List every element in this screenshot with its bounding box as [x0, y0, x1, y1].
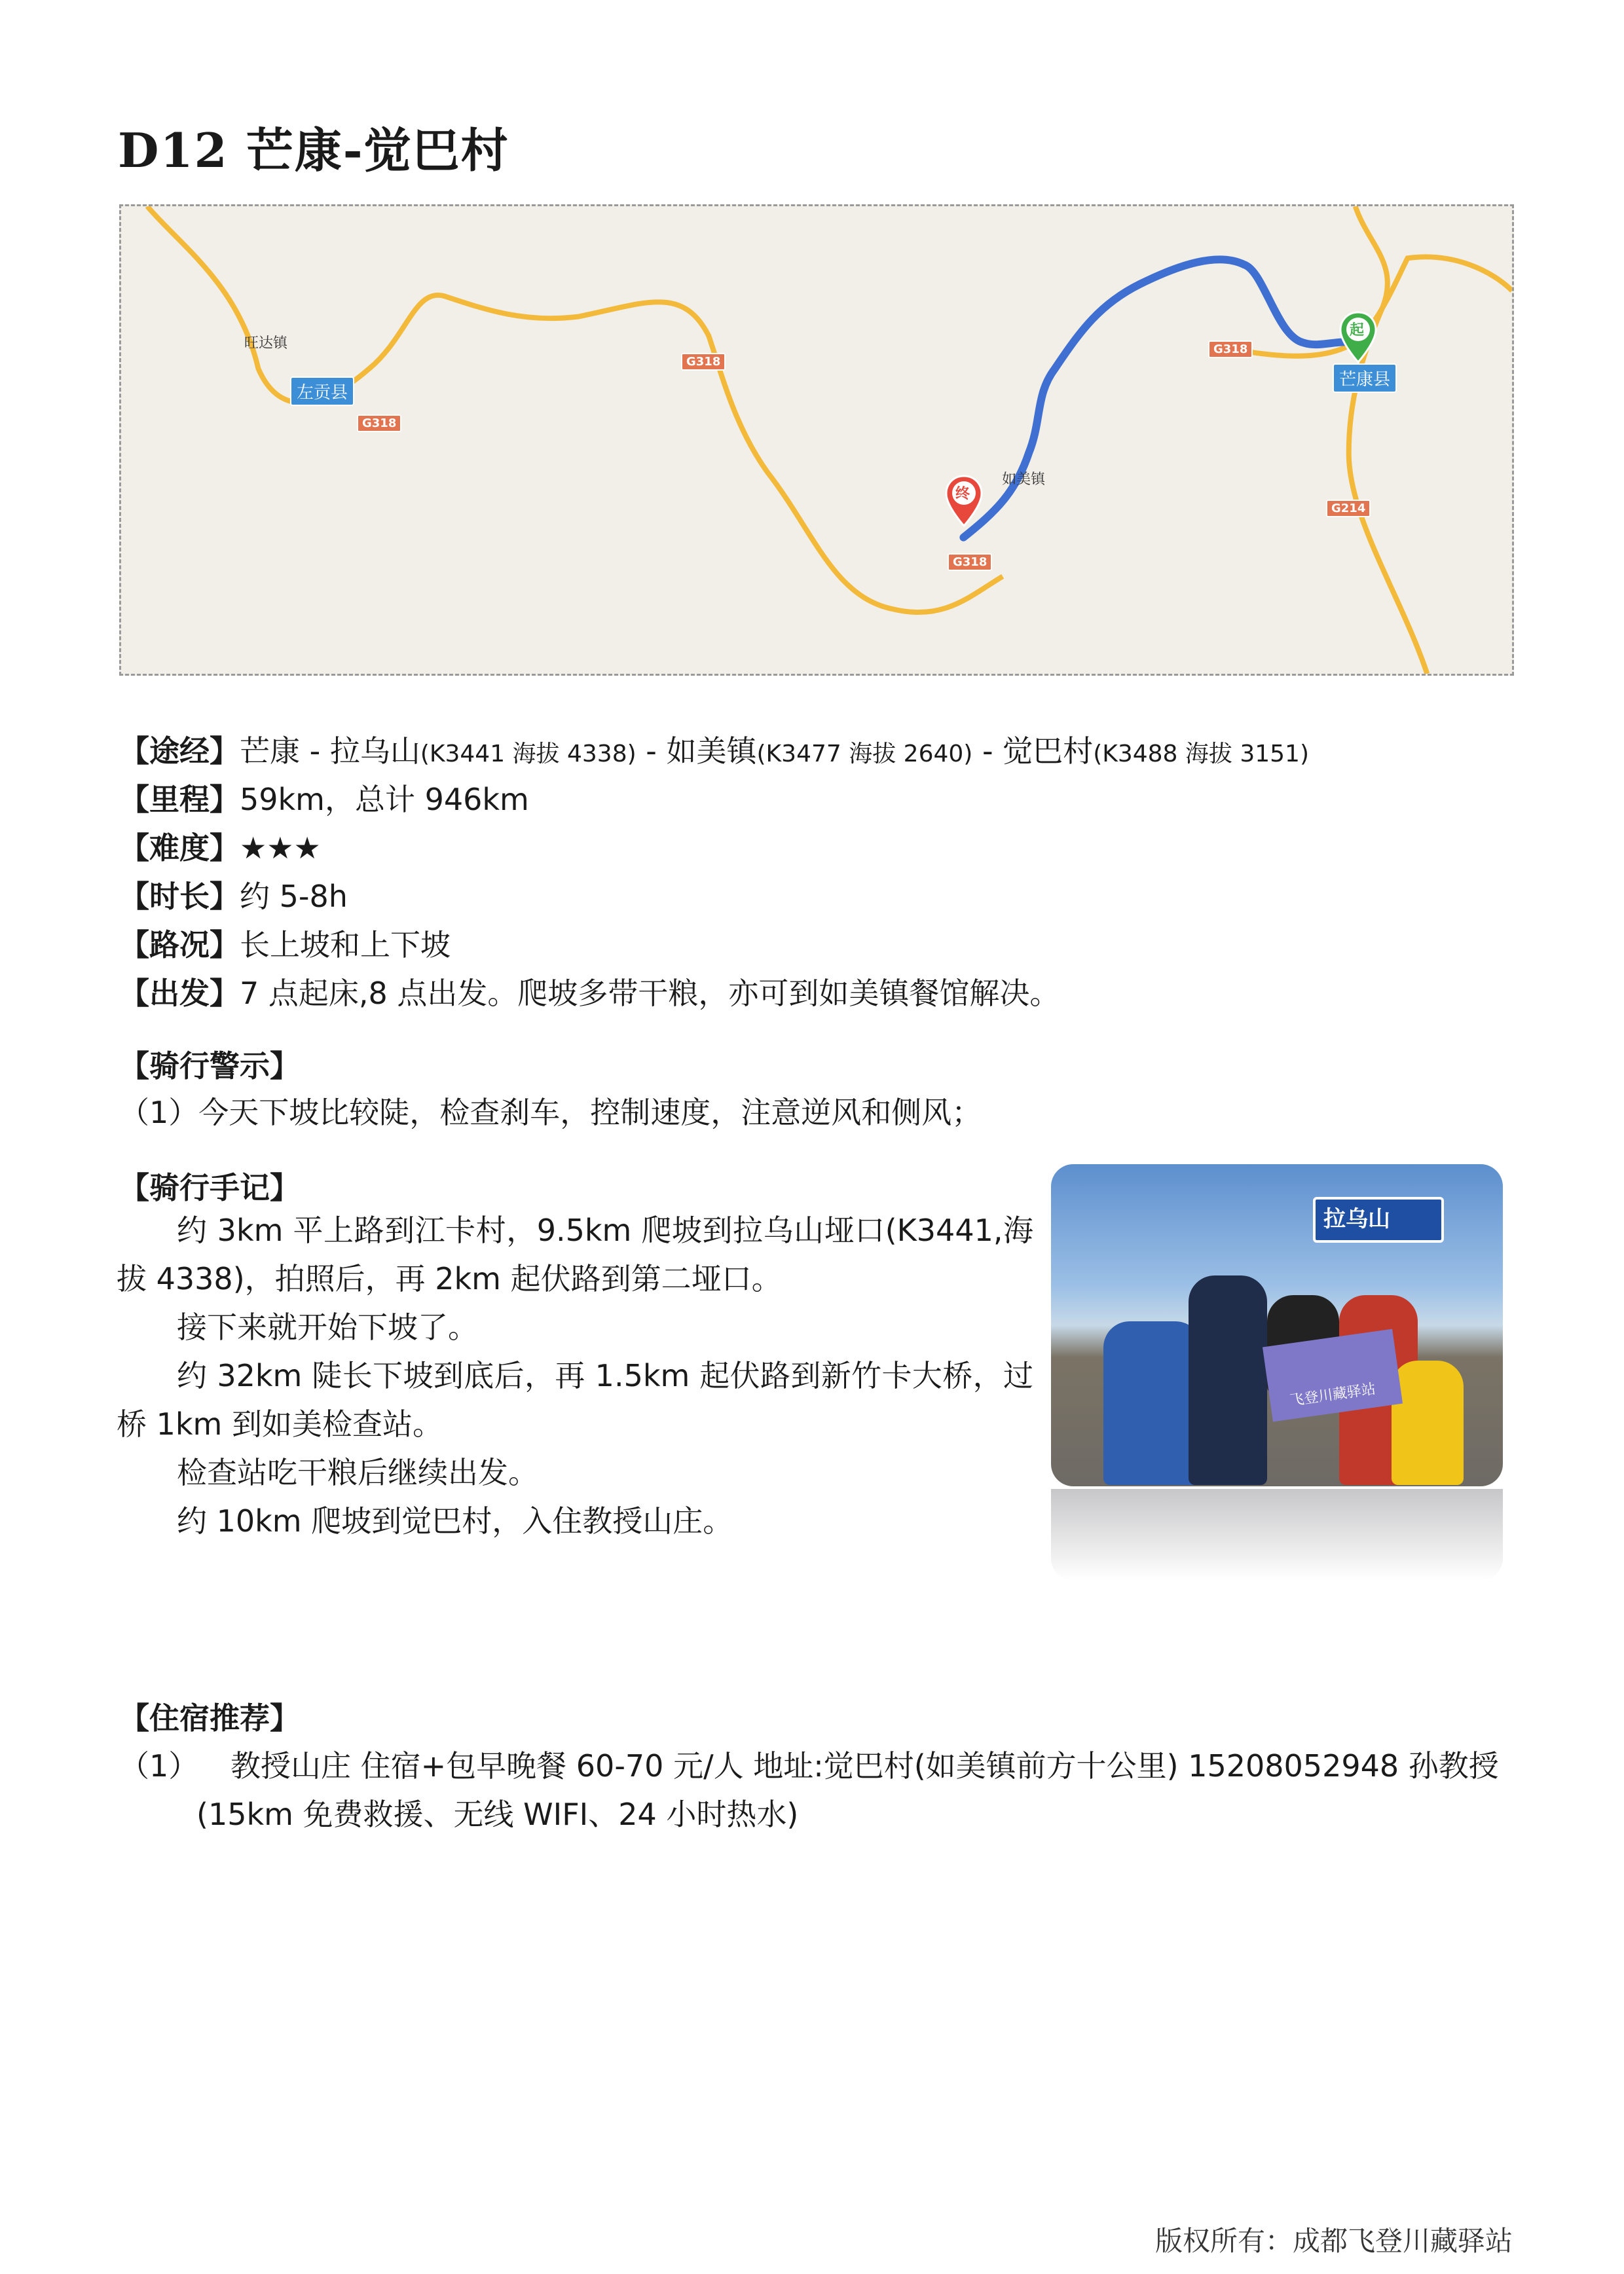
- route-map-canvas: [121, 206, 1512, 674]
- route-part-2-detail: (K3477 海拔 2640): [756, 741, 973, 767]
- lodging-line-2: (15km 免费救援、无线 WIFI、24 小时热水): [196, 1797, 799, 1832]
- road-shield-g318-1: G318: [357, 414, 401, 432]
- start-marker[interactable]: [1339, 311, 1377, 363]
- route-row: [119, 727, 1309, 779]
- riding-notes: [117, 1206, 1033, 1545]
- mangkang-county-label: 芒康县: [1333, 363, 1397, 393]
- difficulty-row: [119, 824, 321, 872]
- group-photo: [1051, 1164, 1503, 1486]
- zuogong-county-label: 左贡县: [290, 376, 354, 406]
- lodging-heading: 【住宿推荐】: [119, 1700, 300, 1736]
- photo-reflection: [1051, 1489, 1503, 1581]
- notes-paragraph: 约 10km 爬坡到觉巴村，入住教授山庄。: [177, 1503, 733, 1539]
- road-g318: [147, 206, 1003, 612]
- road-g214: [1349, 206, 1428, 674]
- rider-figure: [1189, 1275, 1267, 1485]
- start-marker-label: 起: [1350, 322, 1365, 339]
- difficulty-label: 【难度】: [119, 830, 240, 866]
- route-map[interactable]: [119, 204, 1514, 676]
- lodging-line-1: [119, 1742, 1514, 1790]
- duration-label: 【时长】: [119, 879, 240, 914]
- distance-value: 59km，总计 946km: [240, 782, 529, 817]
- road-condition-label: 【路况】: [119, 927, 240, 963]
- warning-item: （1）今天下坡比较陡，检查刹车，控制速度，注意逆风和侧风；: [119, 1095, 982, 1130]
- cycling-route: [963, 259, 1361, 537]
- notes-paragraph: 约 3km 平上路到江卡村，9.5km 爬坡到拉乌山垭口(K3441,海拔 4338)，拍照后，再 2km 起伏路到第二垭口。: [117, 1213, 1033, 1296]
- copyright-footer: 版权所有：成都飞登川藏驿站: [1154, 2225, 1513, 2257]
- road-condition-row: [119, 921, 451, 969]
- route-part-3-detail: (K3488 海拔 3151): [1093, 741, 1310, 767]
- road-shield-g214: G214: [1326, 500, 1371, 517]
- road-condition-value: 长上坡和上下坡: [240, 927, 451, 963]
- rider-figure: [1103, 1321, 1202, 1485]
- road-shield-g318-3: G318: [948, 553, 992, 571]
- notes-paragraph: 接下来就开始下坡了。: [177, 1310, 478, 1345]
- departure-label: 【出发】: [119, 976, 240, 1011]
- route-part-1-detail: (K3441 海拔 4338): [420, 741, 637, 767]
- departure-value: 7 点起床,8 点出发。爬坡多带干粮，亦可到如美镇餐馆解决。: [240, 976, 1060, 1011]
- route-label: 【途经】: [119, 733, 240, 769]
- route-part-3: - 觉巴村: [972, 733, 1094, 769]
- departure-row: [119, 969, 1060, 1018]
- lodging-recommendation: [119, 1742, 1514, 1839]
- duration-row: [119, 872, 348, 921]
- lodging-details: 教授山庄 住宿+包早晚餐 60-70 元/人 地址:觉巴村(如美镇前方十公里) 15208052948 孙教授: [231, 1748, 1499, 1784]
- team-banner: 飞登川藏驿站: [1263, 1329, 1403, 1422]
- page-title: D12 芒康-觉巴村: [118, 122, 509, 178]
- end-marker-label: 终: [955, 486, 970, 502]
- distance-label: 【里程】: [119, 782, 240, 817]
- road-shield-g318-4: G318: [1208, 340, 1253, 358]
- route-part-2: - 如美镇: [636, 733, 757, 769]
- notes-paragraph: 检查站吃干粮后继续出发。: [177, 1455, 538, 1490]
- wangda-town-label: 旺达镇: [244, 335, 288, 352]
- warning-heading: 【骑行警示】: [119, 1048, 300, 1084]
- duration-value: 约 5-8h: [240, 879, 348, 914]
- distance-row: [119, 775, 529, 824]
- end-marker[interactable]: [945, 475, 983, 527]
- notes-paragraph: 约 32km 陡长下坡到底后，再 1.5km 起伏路到新竹卡大桥，过桥 1km 到如美检查站。: [117, 1358, 1033, 1442]
- notes-heading: 【骑行手记】: [119, 1170, 300, 1205]
- rider-figure: [1392, 1361, 1464, 1485]
- difficulty-stars: ★★★: [240, 830, 321, 866]
- rumei-town-label: 如美镇: [1002, 471, 1046, 488]
- pass-sign: 拉乌山: [1313, 1197, 1444, 1243]
- road-shield-g318-2: G318: [681, 353, 726, 371]
- route-part-1: 芒康 - 拉乌山: [240, 733, 420, 769]
- lodging-number: （1）: [119, 1748, 199, 1784]
